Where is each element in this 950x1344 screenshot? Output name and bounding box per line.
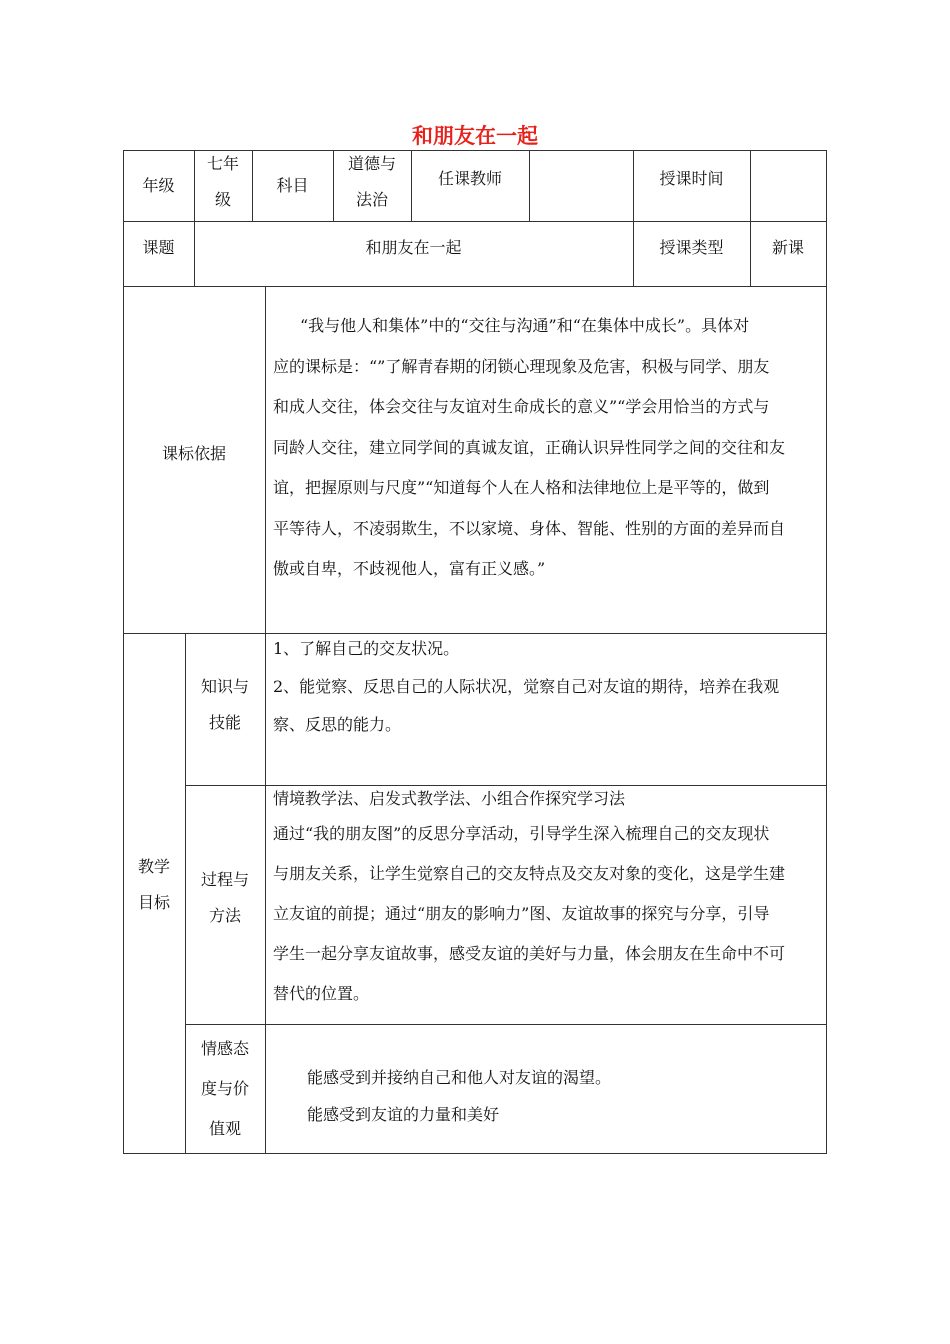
grade-label: 年级 [142, 175, 175, 195]
table-border [265, 286, 266, 1154]
lesson-type-label: 授课类型 [659, 238, 724, 257]
table-border [826, 150, 827, 1154]
topic-label: 课题 [142, 238, 175, 257]
process-label: 过程与 方法 [200, 870, 249, 925]
topic-value: 和朋友在一起 [365, 238, 462, 257]
table-border [123, 1153, 827, 1154]
objectives-label: 教学 目标 [137, 857, 170, 912]
subject-label: 科目 [276, 175, 309, 195]
teacher-label: 任课教师 [437, 168, 502, 188]
teacher-value [529, 150, 633, 221]
emotion-label: 情感态 度与价 值观 [200, 1038, 249, 1138]
grade-value: 七年 级 [206, 154, 239, 209]
standard-label: 课标依据 [161, 443, 226, 463]
time-label: 授课时间 [659, 168, 724, 188]
time-value [750, 150, 826, 221]
process-text: 情境教学法、启发式教学法、小组合作探究学习法 通过“我的朋友图”的反思分享活动，引导学生深入梳理自己的交友现状 与朋友关系，让学生觉察自己的交友特点及交友对象的变化，这是学生建 立友谊的前提；通过“朋友的影响力”图、友谊故事的探究与分享，引导 学生一起分享友谊故事，感受友谊的美好与力量，体会朋友在生命中不可 替代的位置。 [273, 789, 786, 1003]
standard-text: “我与他人和集体”中的“交往与沟通”和“在集体中成长”。具体对 应的课标是：“”了解青春期的闭锁心理现象及危害，积极与同学、朋友 和成人交往，体会交往与友谊对生命成长的意义”“学会用恰当的方式与 同龄人交往，建立同学间的真诚友谊，正确认识异性同学之间的交往和友 谊，把握原则与尺度”“知道每个人在人格和法律地位上是平等的，做到 平等待人，不凌弱欺生，不以家境、身体、智能、性别的方面的差异而自 傲或自卑，不歧视他人，富有正义感。” [273, 316, 786, 578]
table-border [185, 1024, 827, 1025]
knowledge-label: 知识与 技能 [200, 677, 249, 732]
page-title: 和朋友在一起 [412, 123, 538, 148]
subject-value: 道德与 法治 [347, 154, 396, 209]
emotion-text: 能感受到并接纳自己和他人对友谊的渴望。 能感受到友谊的力量和美好 [307, 1068, 612, 1124]
knowledge-text: 1、了解自己的交友状况。 2、能觉察、反思自己的人际状况，觉察自己对友谊的期待，培养在我观 察、反思的能力。 [273, 639, 780, 734]
lesson-type-value: 新课 [771, 238, 804, 257]
